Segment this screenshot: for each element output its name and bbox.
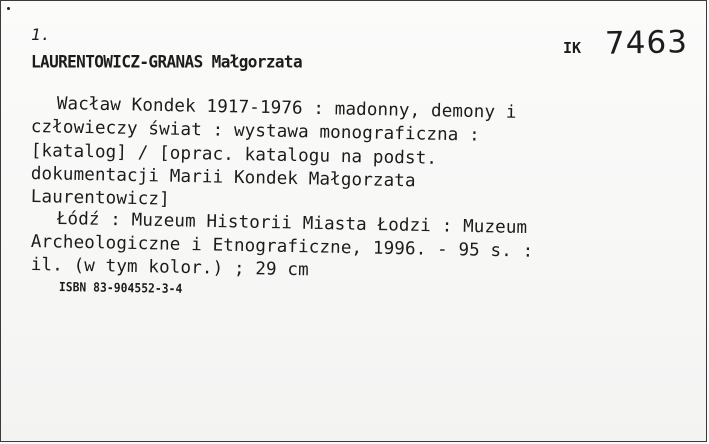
physical-description-line: il. (w tym kolor.) ; 29 cm: [30, 255, 309, 281]
publication-line: Archeologiczne i Etnograficzne, 1996. - 95 s. :: [30, 232, 534, 262]
corner-mark: [7, 7, 10, 10]
isbn: ISBN 83-904552-3-4: [58, 279, 183, 296]
description-line: człowieczy świat : wystawa monograficzna :: [30, 117, 480, 146]
description-line: Wacław Kondek 1917-1976 : madonny, demony i: [56, 94, 517, 123]
entry-number: 1.: [31, 25, 51, 44]
author-heading: LAURENTOWICZ-GRANAS Małgorzata: [31, 52, 302, 72]
publication-line: Łódź : Muzeum Historii Miasta Łodzi : Muzeum: [56, 209, 528, 239]
description-line: dokumentacji Marii Kondek Małgorzata: [30, 164, 416, 192]
description-line: Laurentowicz]: [30, 187, 170, 210]
call-number-value: 7463: [604, 24, 689, 62]
description-line: [katalog] / [oprac. katalogu na podst.: [30, 141, 438, 169]
call-number-prefix: IK: [563, 39, 582, 57]
